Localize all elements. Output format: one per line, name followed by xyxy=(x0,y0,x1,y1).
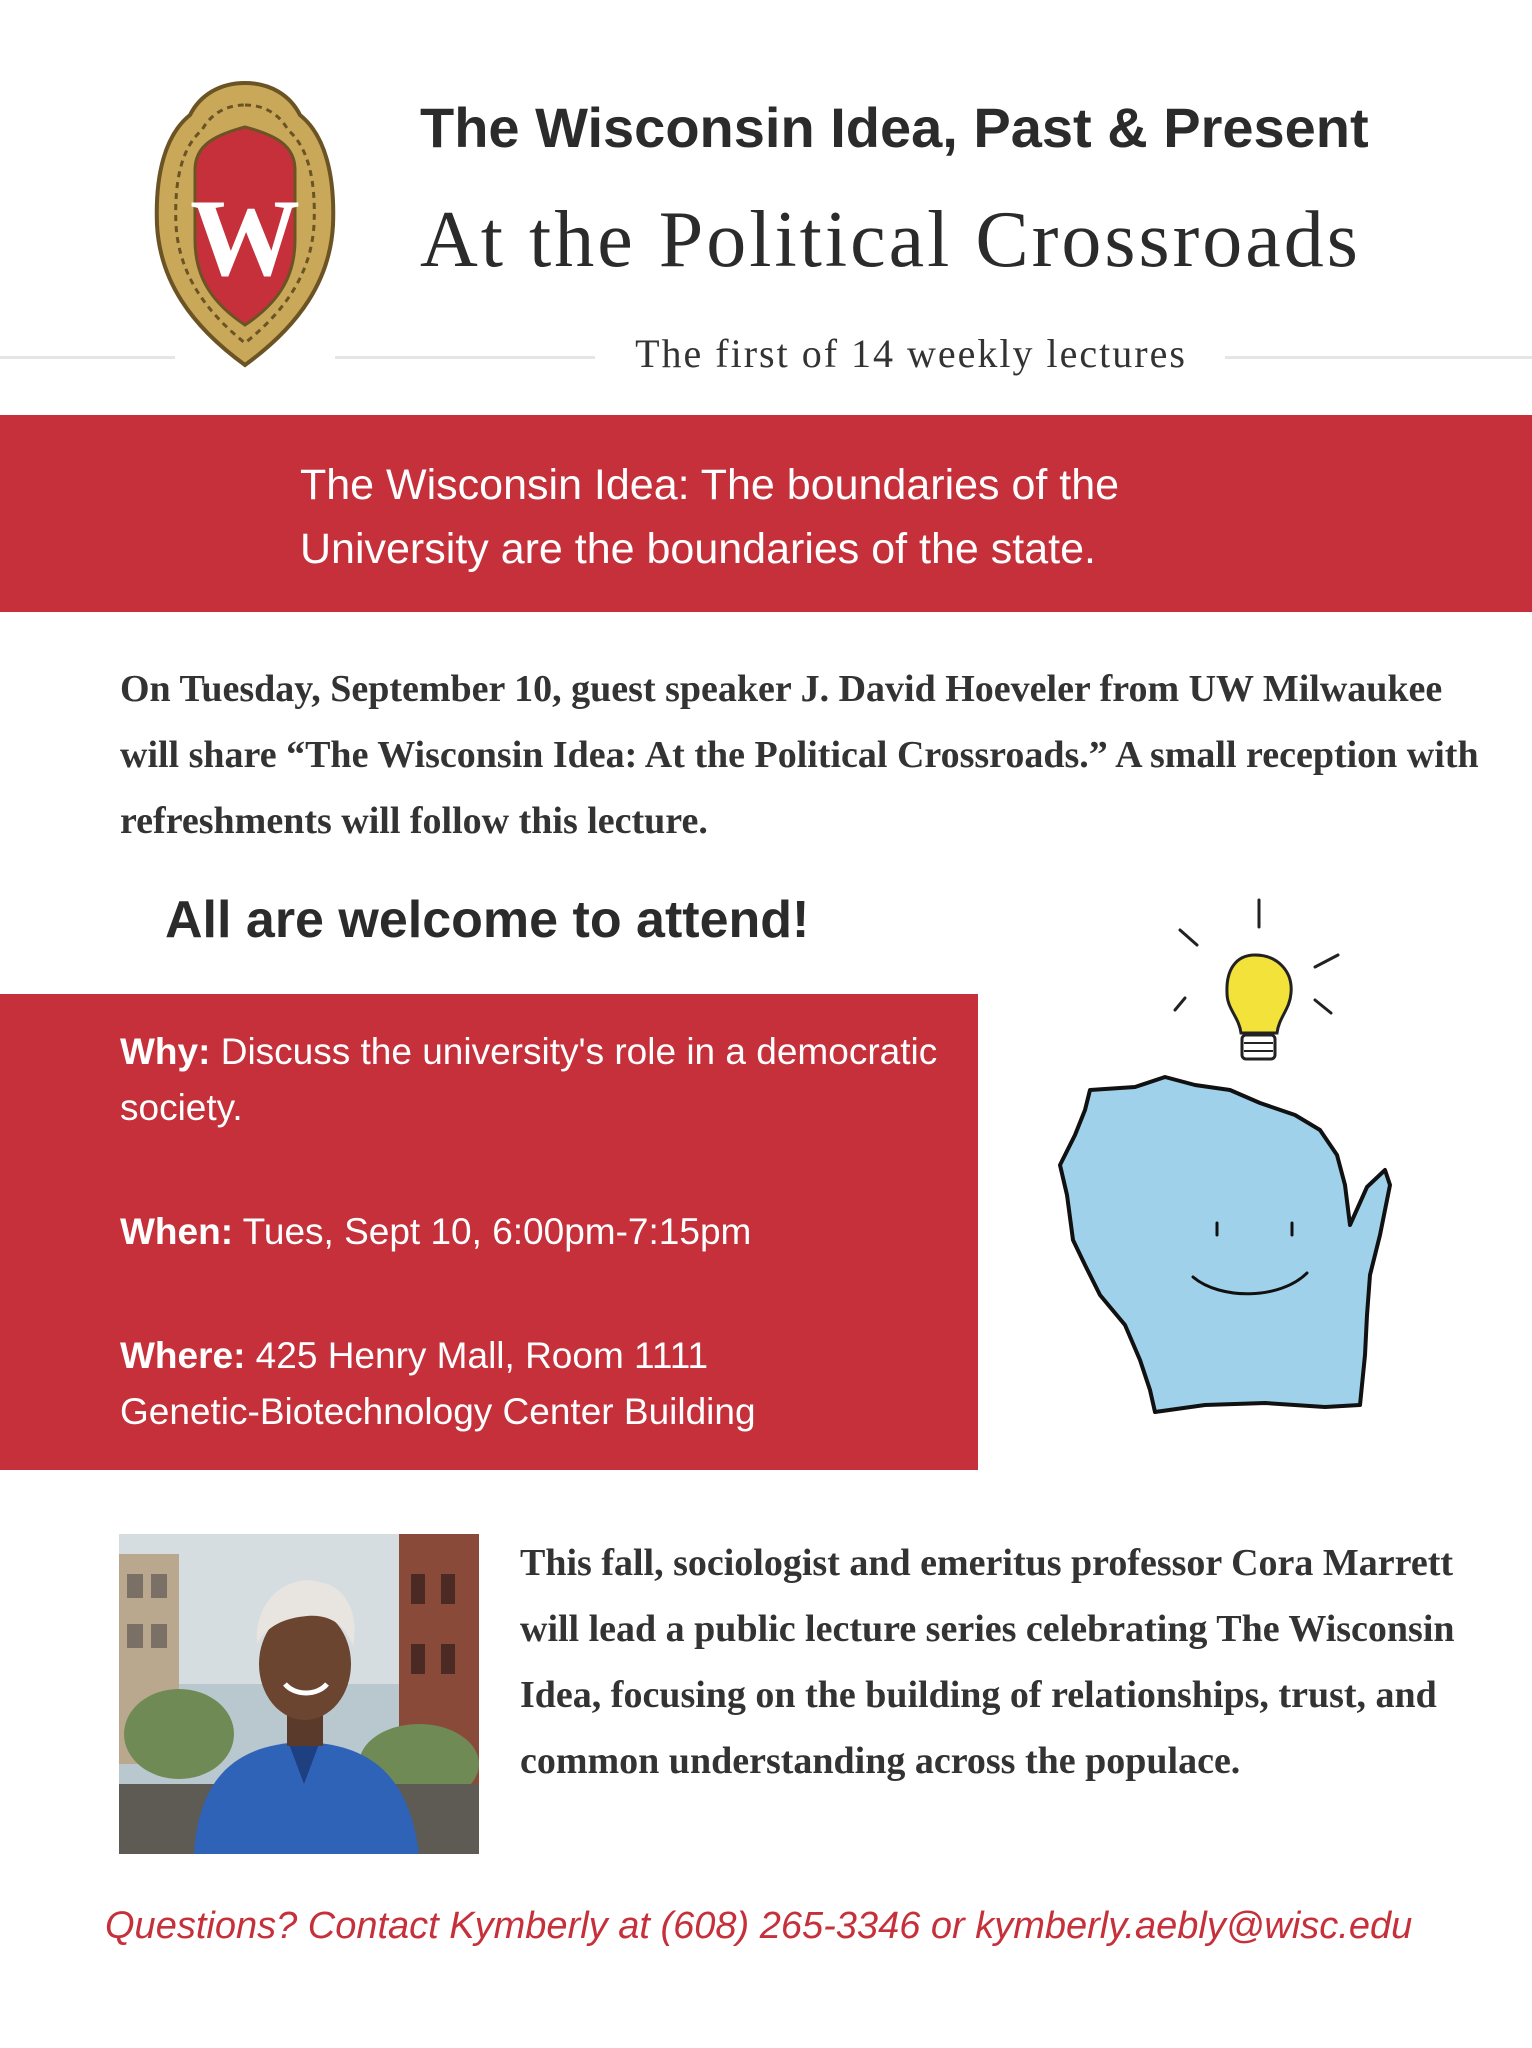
crest-letter: W xyxy=(190,177,300,299)
lecture-count-tagline: The first of 14 weekly lectures xyxy=(635,331,1187,376)
banner-line: University are the boundaries of the state. xyxy=(300,525,1096,573)
detail-value: Discuss the university's role in a democratic society. xyxy=(120,1031,938,1128)
uw-crest-logo xyxy=(150,75,340,370)
divider xyxy=(1225,356,1532,359)
contact-line: Questions? Contact Kymberly at (608) 265-3346 or kymberly.aebly@wisc.edu xyxy=(105,1905,1413,1947)
page-subtitle: At the Political Crossroads xyxy=(420,196,1361,284)
detail-value: 425 Henry Mall, Room 1111 xyxy=(245,1335,709,1376)
speaker-portrait-photo xyxy=(119,1534,479,1854)
intro-paragraph: On Tuesday, September 10, guest speaker J. David Hoeveler from UW Milwaukee will share “The Wisconsin Idea: At the Political Crossroads.” A small reception with refreshments will follow this lecture. xyxy=(120,668,1479,842)
detail-value: Genetic-Biotechnology Center Building xyxy=(120,1391,756,1432)
quote-banner xyxy=(0,415,1532,612)
detail-when xyxy=(120,1204,940,1260)
divider xyxy=(335,356,595,359)
wisconsin-map-lightbulb-icon xyxy=(1045,895,1425,1455)
divider xyxy=(0,356,175,359)
detail-label: Where: xyxy=(120,1335,246,1376)
banner-text xyxy=(300,453,1300,581)
page-title: The Wisconsin Idea, Past & Present xyxy=(420,96,1369,159)
detail-value: Tues, Sept 10, 6:00pm-7:15pm xyxy=(233,1211,752,1252)
detail-label: Why: xyxy=(120,1031,211,1072)
detail-label: When: xyxy=(120,1211,234,1252)
event-details-box xyxy=(0,994,978,1470)
bulb-base xyxy=(1242,1035,1275,1059)
bio-paragraph: This fall, sociologist and emeritus professor Cora Marrett will lead a public lecture series celebrating The Wisconsin Idea, focusing on the building of relationships, trust, and common understanding across the populace. xyxy=(520,1542,1455,1782)
welcome-heading: All are welcome to attend! xyxy=(165,891,810,949)
detail-where xyxy=(120,1328,940,1440)
banner-line: The Wisconsin Idea: The boundaries of the xyxy=(300,461,1120,509)
detail-why xyxy=(120,1024,940,1136)
